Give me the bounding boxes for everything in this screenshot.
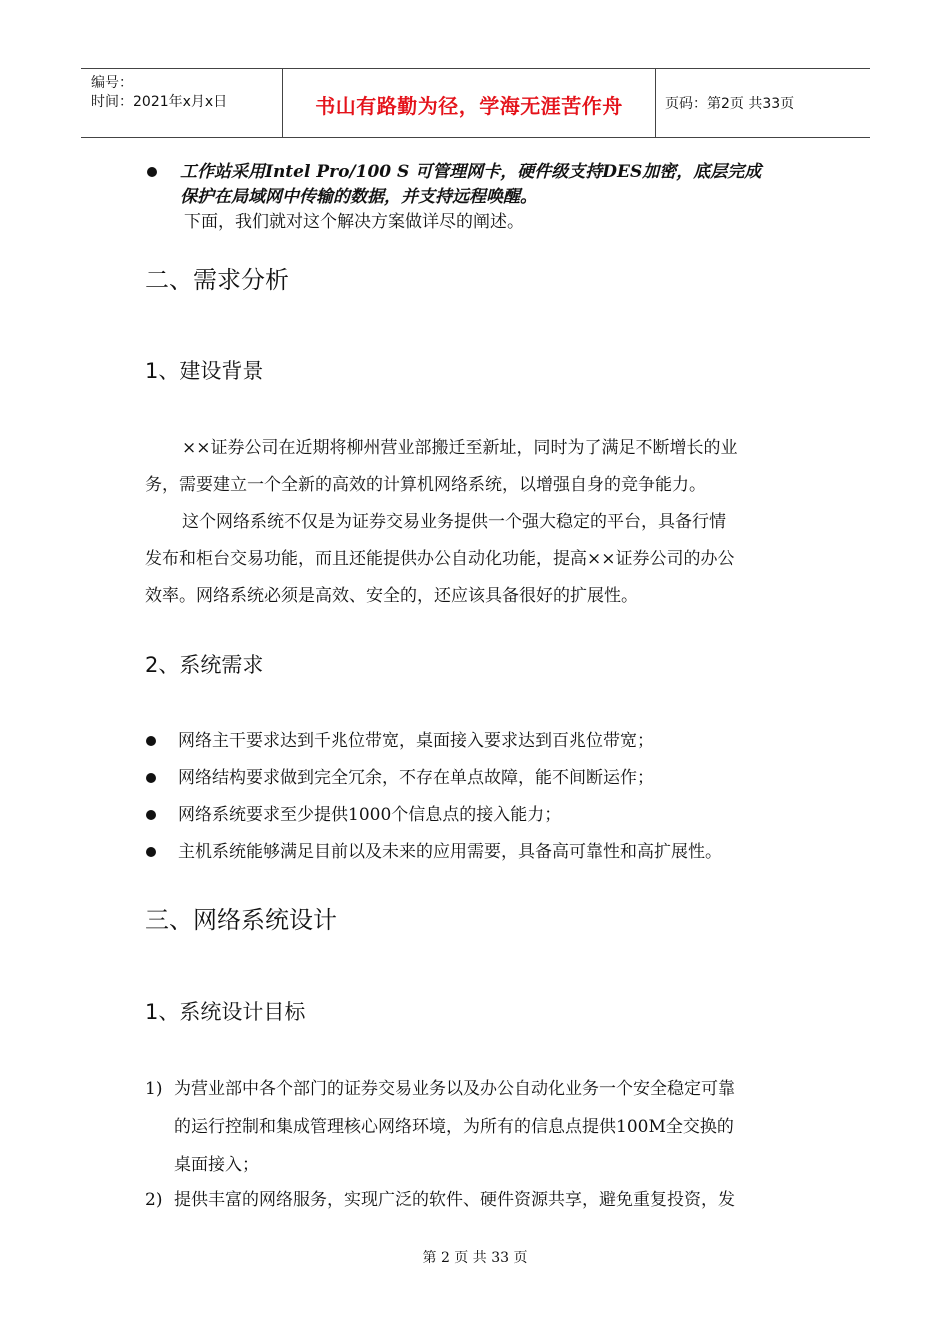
- document-header: [81, 68, 870, 138]
- bullet-icon: [146, 810, 156, 820]
- goal-number: 2): [145, 1190, 163, 1210]
- goal-1-line-2: 的运行控制和集成管理核心网络环境，为所有的信息点提供100M全交换的: [174, 1117, 734, 1137]
- section-title-network-design: 三、网络系统设计: [145, 906, 337, 934]
- goal-2-line-1: 提供丰富的网络服务，实现广泛的软件、硬件资源共享，避免重复投资，发: [174, 1190, 735, 1210]
- subsection-title-background: 1、建设背景: [145, 359, 264, 383]
- background-para-2-line-3: 效率。网络系统必须是高效、安全的，还应该具备很好的扩展性。: [145, 586, 638, 606]
- background-para-2-line-1: 这个网络系统不仅是为证券交易业务提供一个强大稳定的平台，具备行情: [182, 512, 726, 532]
- requirement-item: 网络结构要求做到完全冗余，不存在单点故障，能不间断运作；: [178, 768, 654, 788]
- header-meta-cell: [81, 69, 282, 137]
- bullet-icon: [146, 773, 156, 783]
- requirement-item: 网络主干要求达到千兆位带宽，桌面接入要求达到百兆位带宽；: [178, 731, 654, 751]
- document-number-label: 编号：: [91, 75, 133, 91]
- subsection-title-system-requirements: 2、系统需求: [145, 653, 264, 677]
- goal-1-line-1: 为营业部中各个部门的证券交易业务以及办公自动化业务一个安全稳定可靠: [174, 1079, 735, 1099]
- header-motto: 书山有路勤为径，学海无涯苦作舟: [315, 94, 623, 118]
- background-para-1-line-1: ××证券公司在近期将柳州营业部搬迁至新址，同时为了满足不断增长的业: [182, 438, 738, 458]
- header-motto-cell: [282, 69, 656, 137]
- bullet-icon: [146, 847, 156, 857]
- document-date-label: 时间：2021年x月x日: [91, 94, 228, 110]
- goal-1-line-3: 桌面接入；: [174, 1155, 259, 1175]
- intro-bullet-line-1: 工作站采用Intel Pro/100 S 可管理网卡，硬件级支持DES加密，底层完成: [180, 162, 762, 182]
- page-footer: 第 2 页 共 33 页: [422, 1250, 528, 1266]
- header-page-number: 页码：第2页 共33页: [665, 96, 795, 112]
- intro-bullet-line-2: 保护在局域网中传输的数据，并支持远程唤醒。: [180, 187, 537, 207]
- requirement-item: 主机系统能够满足目前以及未来的应用需要，具备高可靠性和高扩展性。: [178, 842, 722, 862]
- requirement-item: 网络系统要求至少提供1000个信息点的接入能力；: [178, 805, 562, 825]
- bullet-icon: [146, 736, 156, 746]
- goal-number: 1): [145, 1079, 163, 1099]
- intro-followup: 下面，我们就对这个解决方案做详尽的阐述。: [184, 212, 524, 232]
- background-para-1-line-2: 务，需要建立一个全新的高效的计算机网络系统，以增强自身的竞争能力。: [145, 475, 706, 495]
- bullet-icon: [147, 167, 157, 177]
- subsection-title-design-goals: 1、系统设计目标: [145, 1000, 306, 1024]
- background-para-2-line-2: 发布和柜台交易功能，而且还能提供办公自动化功能，提高××证券公司的办公: [145, 549, 735, 569]
- header-page-cell: [655, 69, 870, 137]
- section-title-requirements: 二、需求分析: [145, 266, 289, 294]
